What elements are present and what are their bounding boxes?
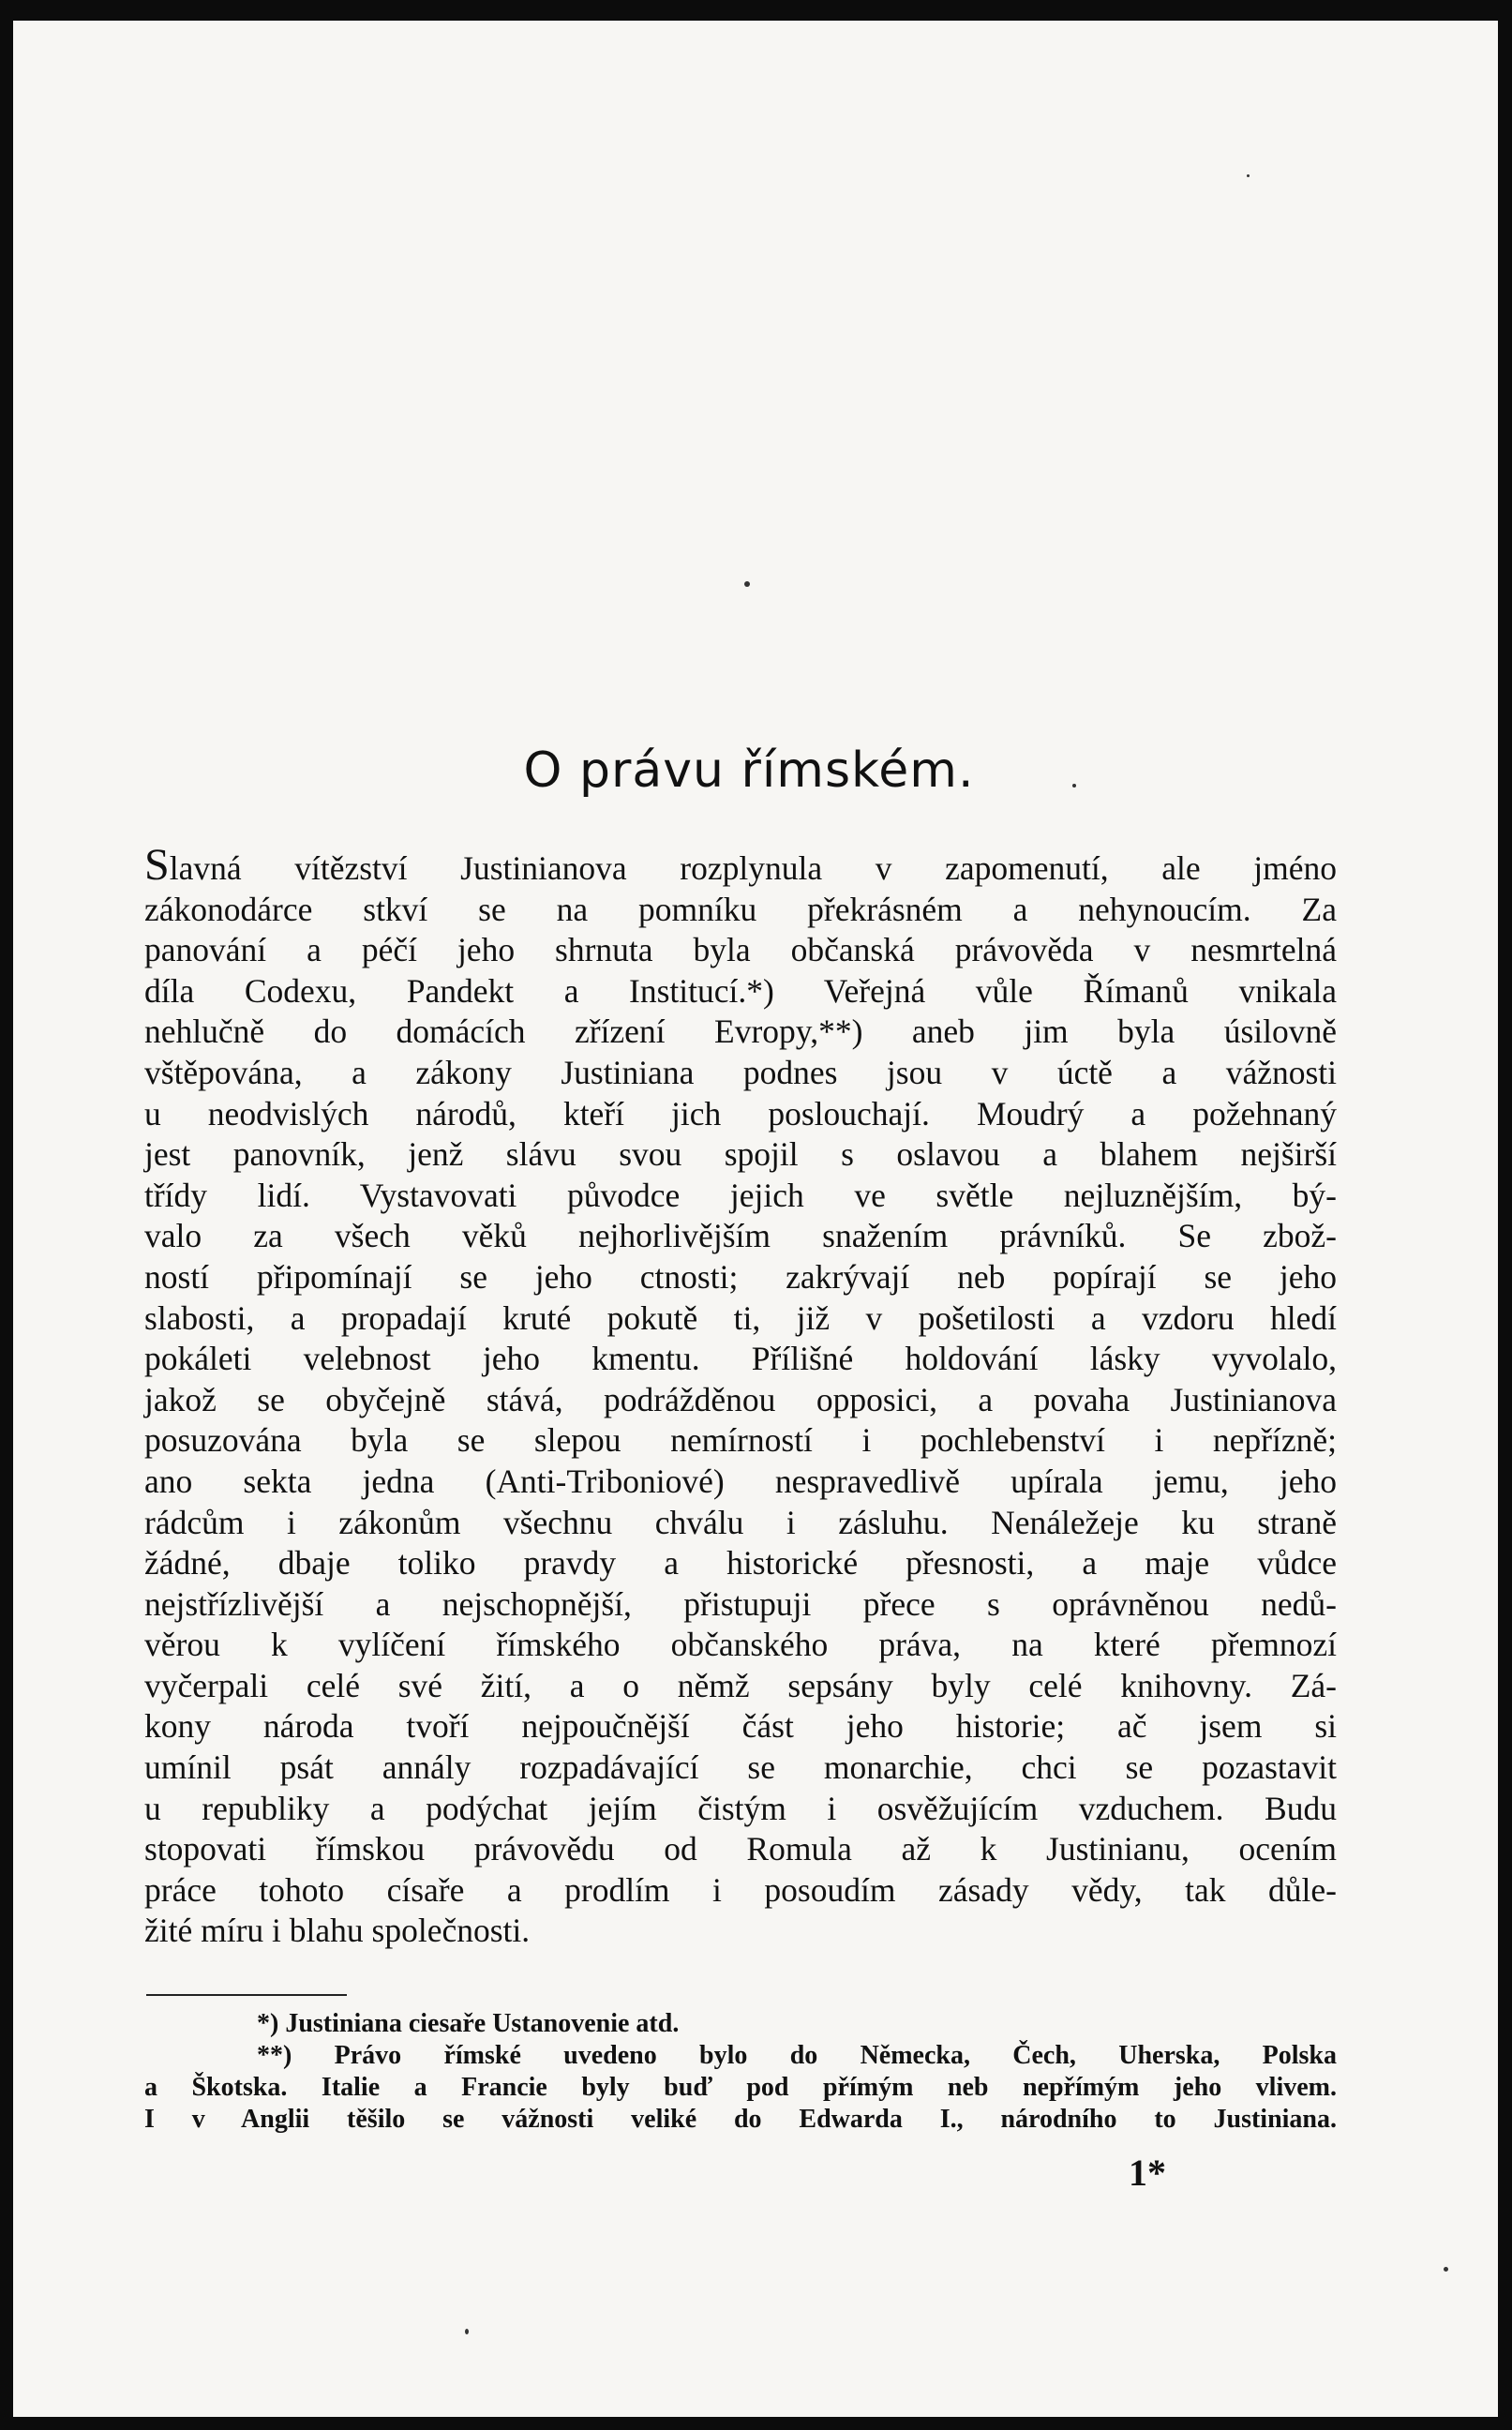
body-line: jest panovník, jenž slávu svou spojil s oslavou a blahem nejširší (144, 1135, 1337, 1174)
ink-speck (1444, 2267, 1448, 2272)
body-line: práce tohoto císaře a prodlím i posoudím zásady vědy, tak důle- (144, 1870, 1337, 1909)
body-line: díla Codexu, Pandekt a Institucí.*) Veřejná vůle Římanů vnikala (144, 971, 1337, 1010)
footnotes (144, 2008, 1337, 2136)
body-line: ností připomínají se jeho ctnosti; zakrývají neb popírají se jeho (144, 1257, 1337, 1296)
body-line: u neodvislých národů, kteří jich poslouchají. Moudrý a požehnaný (144, 1094, 1337, 1132)
body-paragraph (144, 840, 1337, 1952)
body-line: panování a péčí jeho shrnuta byla občanská právověda v nesmrtelná (144, 931, 1337, 969)
body-line: zákonodárce stkví se na pomníku překrásném a nehynoucím. Za (144, 890, 1337, 928)
chapter-title: O právu římském. (523, 742, 975, 799)
body-line: u republiky a podýchat jejím čistým i osvěžujícím vzduchem. Budu (144, 1789, 1337, 1827)
ink-speck (1247, 174, 1250, 177)
body-line: rádcům i zákonům všechnu chválu i zásluhu. Nenáležeje ku straně (144, 1503, 1337, 1541)
footnote-rule (146, 1994, 347, 1996)
body-line: stopovati římskou právovědu od Romula až k Justinianu, ocením (144, 1830, 1337, 1868)
body-line: žádné, dbaje toliko pravdy a historické přesnosti, a maje vůdce (144, 1544, 1337, 1582)
body-line: posuzována byla se slepou nemírností i pochlebenství i nepřízně; (144, 1421, 1337, 1460)
body-line: třídy lidí. Vystavovati původce jejich ve světle nejluznějším, bý- (144, 1176, 1337, 1214)
ink-speck (465, 2329, 469, 2334)
body-line: pokáleti velebnost jeho kmentu. Přílišné holdování lásky vyvolalo, (144, 1340, 1337, 1378)
footnote-2-cont: a Škotska. Italie a Francie byly buď pod přímým neb nepřímým jeho vlivem. (144, 2073, 1337, 2102)
body-line (144, 840, 1337, 890)
body-line: valo za všech věků nejhorlivějším snažením právníků. Se zbož- (144, 1217, 1337, 1255)
body-line: nejstřízlivější a nejschopnější, přistupuji přece s oprávněnou nedů- (144, 1584, 1337, 1623)
footnote-1: *) Justiniana ciesaře Ustanovenie atd. (257, 2009, 680, 2038)
signature-mark: 1* (1129, 2152, 1166, 2194)
body-line: vštěpována, a zákony Justiniana podnes jsou v úctě a vážnosti (144, 1053, 1337, 1091)
body-line: nehlučně do domácích zřízení Evropy,**) aneb jim byla úsilovně (144, 1012, 1337, 1051)
body-line: kony národa tvoří nejpoučnější část jeho historie; ač jsem si (144, 1707, 1337, 1746)
body-line: věrou k vylíčení římského občanského práva, na které přemnozí (144, 1626, 1337, 1664)
body-line: umínil psát annály rozpadávající se monarchie, chci se pozastavit (144, 1748, 1337, 1787)
drop-cap: S (144, 840, 170, 890)
body-line-text: lavná vítězství Justinianova rozplynula v zapomenutí, ale jméno (169, 849, 1337, 887)
body-line: slabosti, a propadají kruté pokutě ti, již v pošetilosti a vzdoru hledí (144, 1298, 1337, 1337)
footnote-2-cont: I v Anglii těšilo se vážnosti veliké do Edwarda I., národního to Justiniana. (144, 2105, 1337, 2134)
body-line: vyčerpali celé své žití, a o němž sepsány byly celé knihovny. Zá- (144, 1666, 1337, 1704)
body-line: jakož se obyčejně stává, podrážděnou opposici, a povaha Justinianova (144, 1380, 1337, 1418)
ink-speck (744, 581, 750, 587)
body-line: žité míru i blahu společnosti. (144, 1912, 531, 1950)
footnote-2: **) Právo římské uvedeno bylo do Německa, Čech, Uherska, Polska (257, 2041, 1337, 2070)
ink-speck (1072, 784, 1076, 788)
book-page (13, 21, 1498, 2417)
body-line: ano sekta jedna (Anti-Triboniové) nespravedlivě upírala jemu, jeho (144, 1462, 1337, 1500)
